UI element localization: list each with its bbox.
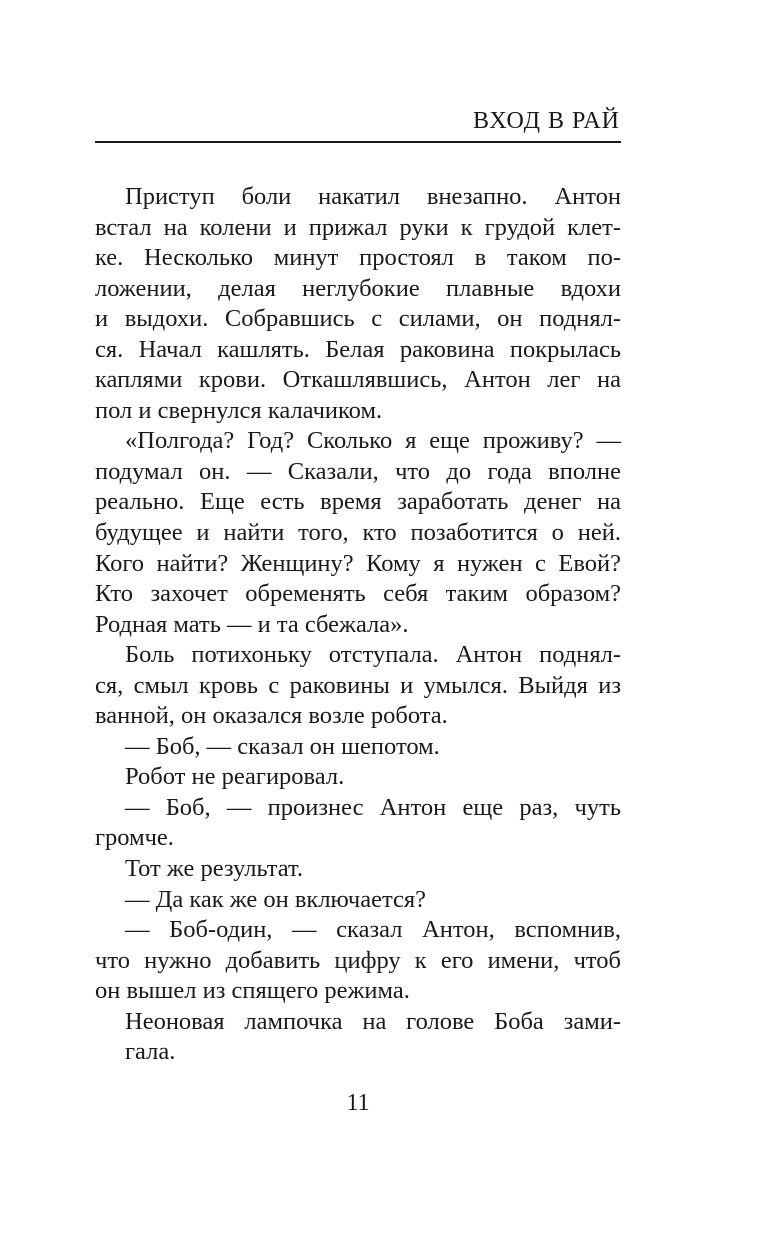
text-line: Неоновая лампочка на голове Боба зами- [125,1007,621,1035]
header-rule [95,141,621,143]
text-line: Кто захочет обременять себя таким образом? [95,580,621,608]
text-line: что нужно добавить цифру к его имени, чтоб [95,946,621,974]
text-line: ложении, делая неглубокие плавные вдохи [95,274,621,302]
text-line: громче. [95,824,174,852]
text-line: гала. [125,1038,176,1066]
text-line: встал на колени и прижал руки к грудой клет- [95,213,621,241]
text-line: — Боб, — произнес Антон еще раз, чуть [125,793,621,821]
text-line: Боль потихоньку отступала. Антон поднял- [125,641,621,669]
text-line: ся, смыл кровь с раковины и умылся. Выйдя из [95,671,621,699]
text-line: каплями крови. Откашлявшись, Антон лег на [95,366,621,394]
text-line: — Да как же он включается? [125,885,427,913]
text-line: реально. Еще есть время заработать денег на [95,488,621,516]
text-line: будущее и найти того, кто позаботится о ней. [95,519,621,547]
text-line: ся. Начал кашлять. Белая раковина покрылась [95,335,621,363]
page-number: 11 [346,1090,370,1116]
text-line: Приступ боли накатил внезапно. Антон [125,183,621,210]
running-head: ВХОД В РАЙ [473,108,620,134]
text-line: ванной, он оказался возле робота. [95,702,448,730]
text-block [95,182,621,1068]
text-line: Робот не реагировал. [125,763,345,791]
text-line: ке. Несколько минут простоял в таком по- [95,244,621,272]
text-line: — Боб-один, — сказал Антон, вспомнив, [125,916,621,944]
text-line: Кого найти? Женщину? Кому я нужен с Евой? [95,549,621,577]
text-line: — Боб, — сказал он шепотом. [125,732,440,760]
text-line: Тот же результат. [125,855,303,883]
text-line: пол и свернулся калачиком. [95,396,383,424]
text-line: «Полгода? Год? Сколько я еще проживу? — [125,427,621,455]
text-line: он вышел из спящего режима. [95,977,410,1005]
text-line: подумал он. — Сказали, что до года вполне [95,457,621,485]
text-line: Родная мать — и та сбежала». [95,610,409,638]
text-line: и выдохи. Собравшись с силами, он поднял- [95,305,621,333]
